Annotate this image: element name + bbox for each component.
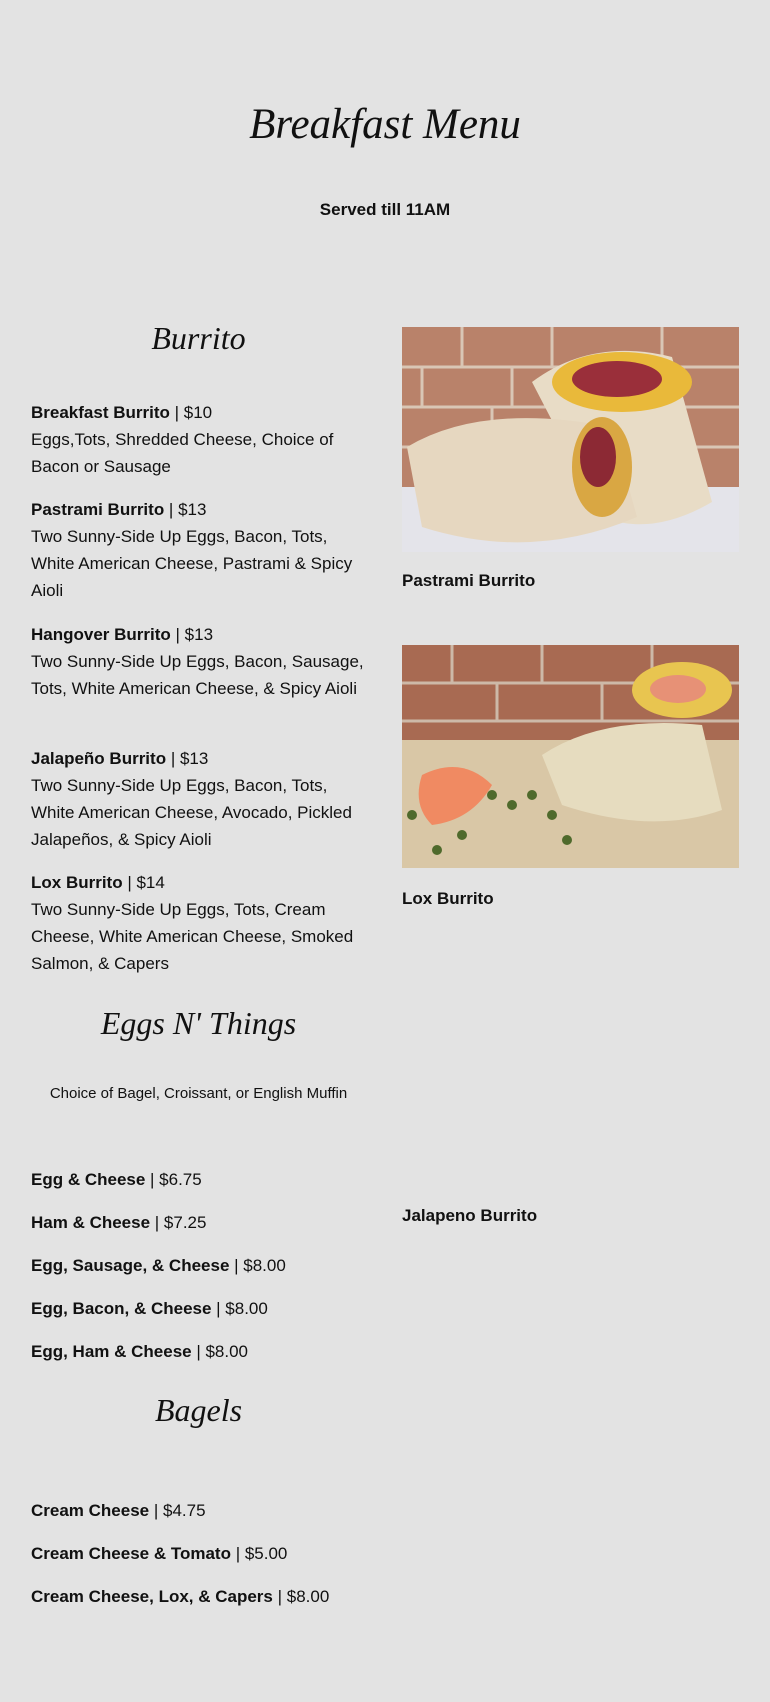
menu-item-lox-burrito (31, 869, 366, 977)
menu-item-hangover-burrito (31, 621, 366, 702)
menu-item-jalapeno-burrito (31, 745, 366, 853)
section-title-eggs: Eggs N' Things (100, 1005, 297, 1041)
item-price: | $13 (166, 749, 209, 768)
item-description: Eggs,Tots, Shredded Cheese, Choice of Bacon or Sausage (31, 430, 334, 476)
item-name: Egg & Cheese (31, 1170, 146, 1189)
item-description: Two Sunny-Side Up Eggs, Bacon, Sausage, Tots, White American Cheese, & Spicy Aioli (31, 652, 364, 698)
item-price: | $7.25 (150, 1213, 207, 1232)
item-name: Jalapeño Burrito (31, 749, 167, 768)
item-price: | $13 (170, 625, 214, 644)
item-name: Cream Cheese & Tomato (31, 1544, 231, 1563)
menu-item-egg-bacon-cheese (31, 1295, 366, 1322)
item-price: | $10 (169, 403, 213, 422)
pastrami-burrito-photo (402, 327, 739, 552)
item-name: Breakfast Burrito (31, 403, 170, 422)
section-title-burrito: Burrito (151, 320, 246, 356)
pastrami-burrito-caption: Pastrami Burrito (402, 571, 536, 590)
menu-subtitle: Served till 11AM (319, 200, 451, 219)
item-name: Egg, Bacon, & Cheese (31, 1299, 212, 1318)
item-name: Ham & Cheese (31, 1213, 151, 1232)
item-price: | $8.00 (211, 1299, 268, 1318)
item-name: Cream Cheese (31, 1501, 150, 1520)
menu-item-cream-cheese-lox-capers (31, 1583, 366, 1610)
menu-item-breakfast-burrito (31, 399, 366, 480)
item-name: Lox Burrito (31, 873, 123, 892)
item-description: Two Sunny-Side Up Eggs, Bacon, Tots, White American Cheese, Avocado, Pickled Jalapeños, & Spicy Aioli (31, 776, 352, 849)
pastrami-burrito-image (402, 327, 739, 552)
menu-title: Breakfast Menu (249, 101, 521, 148)
menu-item-egg-ham-cheese (31, 1338, 366, 1365)
menu-item-egg-sausage-cheese (31, 1252, 366, 1279)
menu-item-pastrami-burrito (31, 496, 366, 604)
menu-item-ham-cheese (31, 1209, 366, 1236)
item-price: | $13 (164, 500, 207, 519)
lox-burrito-caption: Lox Burrito (402, 889, 494, 908)
jalapeno-burrito-caption: Jalapeno Burrito (402, 1206, 538, 1225)
item-name: Egg, Ham & Cheese (31, 1342, 192, 1361)
menu-item-egg-cheese (31, 1166, 366, 1193)
item-price: | $6.75 (145, 1170, 202, 1189)
item-price: | $14 (122, 873, 165, 892)
item-price: | $8.00 (229, 1256, 286, 1275)
eggs-note: Choice of Bagel, Croissant, or English Muffin (49, 1085, 348, 1102)
item-description: Two Sunny-Side Up Eggs, Bacon, Tots, White American Cheese, Pastrami & Spicy Aioli (31, 527, 353, 600)
item-name: Pastrami Burrito (31, 500, 165, 519)
section-title-bagels: Bagels (154, 1392, 243, 1428)
item-name: Cream Cheese, Lox, & Capers (31, 1587, 273, 1606)
menu-item-cream-cheese (31, 1497, 366, 1524)
item-name: Egg, Sausage, & Cheese (31, 1256, 230, 1275)
item-price: | $8.00 (272, 1587, 330, 1606)
item-name: Hangover Burrito (31, 625, 171, 644)
item-description: Two Sunny-Side Up Eggs, Tots, Cream Cheese, White American Cheese, Smoked Salmon, & Capers (31, 900, 354, 973)
lox-burrito-image (402, 645, 739, 868)
lox-burrito-photo (402, 645, 739, 868)
menu-item-cream-cheese-tomato (31, 1540, 366, 1567)
item-price: | $5.00 (230, 1544, 288, 1563)
item-price: | $8.00 (191, 1342, 249, 1361)
item-price: | $4.75 (149, 1501, 206, 1520)
